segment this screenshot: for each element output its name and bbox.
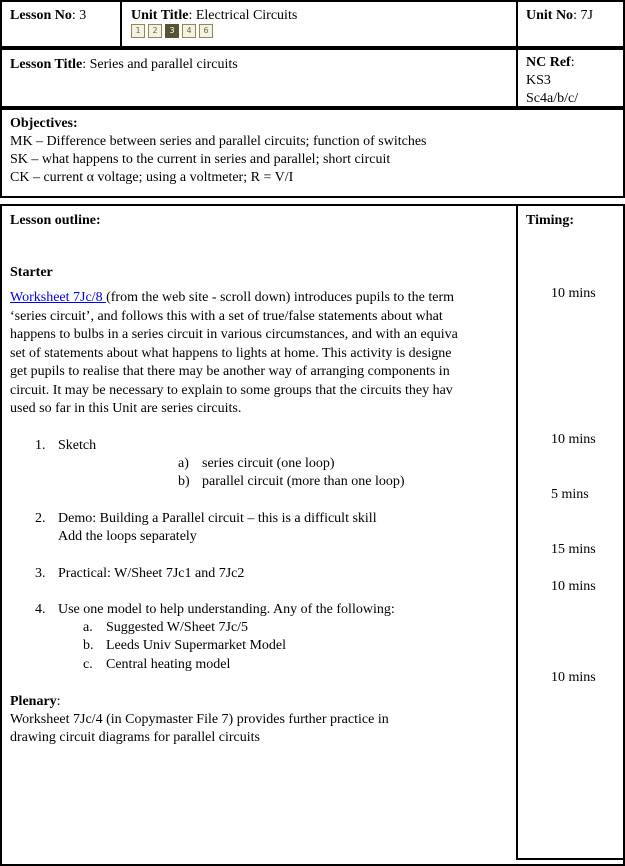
- outline-divider: [516, 204, 518, 860]
- item-4b-text: Leeds Univ Supermarket Model: [106, 638, 287, 653]
- objectives-heading: Objectives:: [10, 116, 78, 131]
- item-2-num: 2.: [35, 511, 46, 526]
- item-1b-text: parallel circuit (more than one loop): [202, 474, 405, 489]
- lesson-title-label: Lesson Title: [10, 57, 83, 72]
- unit-no-label: Unit No: [526, 8, 574, 23]
- lesson-no-value: : 3: [71, 8, 87, 23]
- objective-mk: MK – Difference between series and parallel circuits; function of switches: [10, 134, 427, 149]
- item-4-num: 4.: [35, 602, 46, 617]
- unit-no-value: : 7J: [573, 8, 593, 23]
- item-4a-num: a.: [83, 620, 93, 635]
- worksheet-7jc8-link[interactable]: Worksheet 7Jc/8: [10, 290, 107, 305]
- timing-heading: Timing:: [526, 213, 574, 228]
- lesson-title: [10, 56, 238, 73]
- unit-nav: [131, 24, 213, 38]
- item-1b-num: b): [178, 474, 190, 489]
- item-4b-num: b.: [83, 638, 94, 653]
- lesson-no: [10, 7, 86, 24]
- starter-line-5: get pupils to realise that there may be another way of arranging components in: [10, 364, 450, 379]
- objective-sk: SK – what happens to the current in series and parallel; short circuit: [10, 152, 391, 167]
- item-2-subtext: Add the loops separately: [58, 529, 197, 544]
- plenary-heading: [10, 693, 61, 710]
- nc-ref-line-2: Sc4a/b/c/: [526, 91, 579, 106]
- item-3-text: Practical: W/Sheet 7Jc1 and 7Jc2: [58, 566, 245, 581]
- item-1a-num: a): [178, 456, 189, 471]
- item-1a-text: series circuit (one loop): [202, 456, 335, 471]
- unit-title-value: : Electrical Circuits: [188, 8, 298, 23]
- unit-title-label: Unit Title: [131, 8, 189, 23]
- starter-line-7: used so far in this Unit are series circuits.: [10, 401, 242, 416]
- unit-nav-item-4[interactable]: 4: [182, 24, 196, 38]
- lesson-title-divider: [516, 48, 518, 108]
- objective-ck: CK – current α voltage; using a voltmeter; R = V/I: [10, 170, 294, 185]
- lesson-title-value: : Series and parallel circuits: [82, 57, 238, 72]
- timing-bottom-line: [516, 858, 625, 860]
- outline-heading: Lesson outline:: [10, 213, 101, 228]
- starter-line-4: set of statements about what happens to lights at home. This activity is designe: [10, 345, 452, 361]
- starter-line-1-text: (from the web site - scroll down) introduces pupils to the term: [106, 290, 455, 305]
- item-4a-text: Suggested W/Sheet 7Jc/5: [106, 620, 249, 635]
- starter-line-6: circuit. It may be necessary to explain to some groups that the circuits they hav: [10, 382, 453, 398]
- unit-nav-item-2[interactable]: 2: [148, 24, 162, 38]
- item-4c-text: Central heating model: [106, 657, 231, 672]
- timing-demo: 15 mins: [551, 542, 596, 557]
- plenary-colon: :: [56, 694, 61, 709]
- starter-line-2: ‘series circuit’, and follows this with a set of true/false statements about what: [10, 308, 443, 324]
- plenary-label: Plenary: [10, 694, 57, 709]
- item-3-num: 3.: [35, 566, 46, 581]
- unit-title: [131, 7, 297, 24]
- timing-starter: 10 mins: [551, 286, 596, 301]
- plenary-line-1: Worksheet 7Jc/4 (in Copymaster File 7) provides further practice in: [10, 712, 389, 727]
- timing-model: 10 mins: [551, 670, 596, 685]
- item-1-text: Sketch: [58, 438, 97, 453]
- nc-ref-label: NC Ref: [526, 55, 571, 70]
- item-4c-num: c.: [83, 657, 93, 672]
- timing-circuits: 5 mins: [551, 487, 589, 502]
- starter-heading: Starter: [10, 265, 53, 280]
- nc-ref-line-1: KS3: [526, 73, 551, 88]
- item-4-text: Use one model to help understanding. Any of the following:: [58, 602, 395, 617]
- unit-nav-item-1[interactable]: 1: [131, 24, 145, 38]
- nc-ref-colon: :: [570, 55, 575, 70]
- item-1-num: 1.: [35, 438, 46, 453]
- timing-sketch: 10 mins: [551, 432, 596, 447]
- header-divider-2: [516, 0, 518, 48]
- unit-nav-item-6[interactable]: 6: [199, 24, 213, 38]
- lesson-no-label: Lesson No: [10, 8, 72, 23]
- item-2-text: Demo: Building a Parallel circuit – this is a difficult skill: [58, 511, 377, 526]
- plenary-line-2: drawing circuit diagrams for parallel circuits: [10, 730, 260, 745]
- unit-no: [526, 7, 593, 24]
- header-divider-1: [120, 0, 122, 48]
- starter-line-3: happens to bulbs in a series circuit in various circumstances, and with an equiva: [10, 327, 458, 342]
- unit-nav-item-3-current[interactable]: 3: [165, 24, 179, 38]
- nc-ref: [526, 54, 575, 71]
- timing-practical: 10 mins: [551, 579, 596, 594]
- starter-line-1: [10, 289, 516, 308]
